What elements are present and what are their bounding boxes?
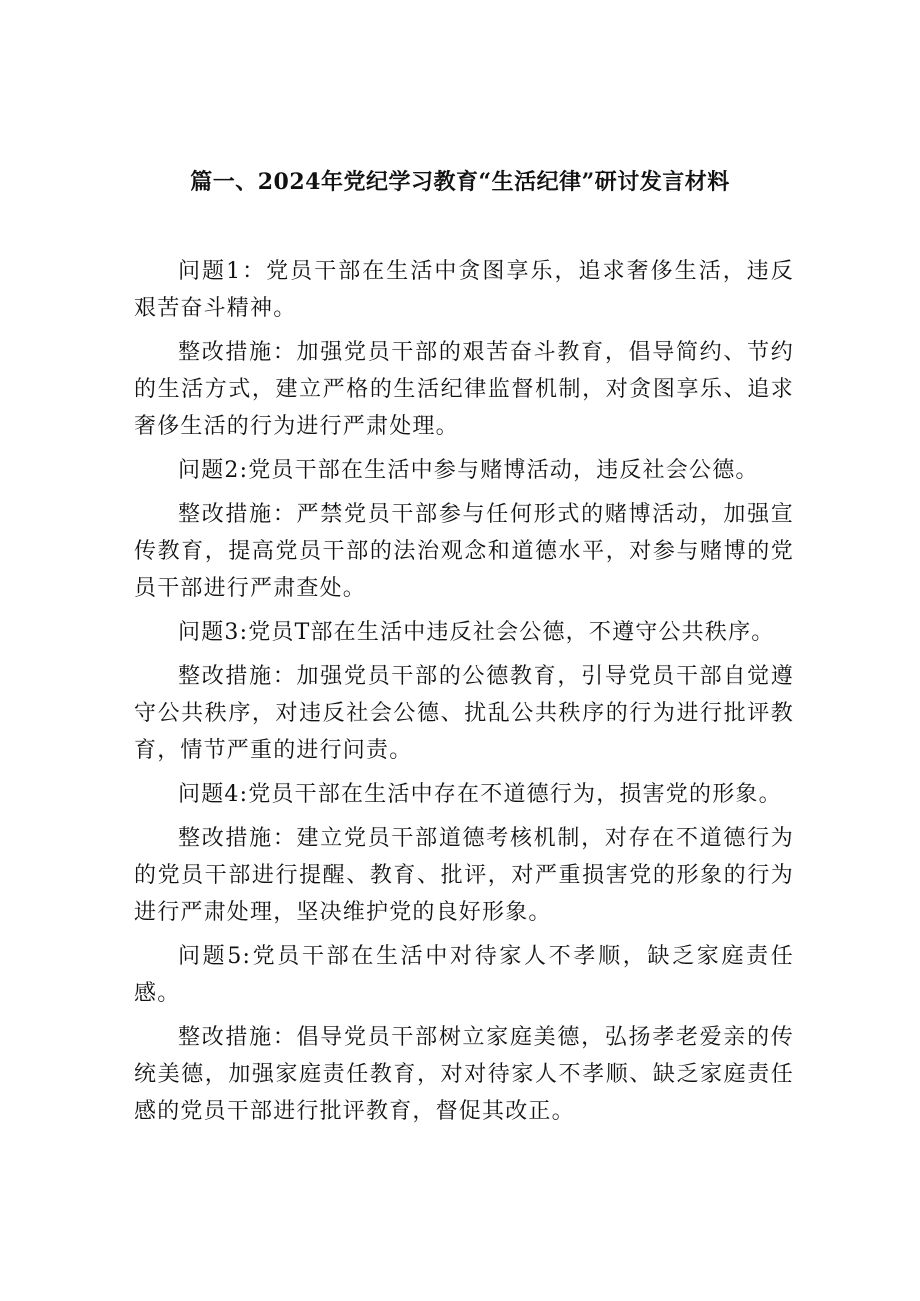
paragraph-measure-5: 整改措施：倡导党员干部树立家庭美德，弘扬孝老爱亲的传统美德，加强家庭责任教育，对对待家人不孝顺、缺乏家庭责任感的党员干部进行批评教育，督促其改正。 [134,1025,794,1124]
paragraph-measure-3: 整改措施：加强党员干部的公德教育，引导党员干部自觉遵守公共秩序，对违反社会公德、扰乱公共秩序的行为进行批评教育，情节严重的进行问责。 [134,664,794,763]
paragraph-measure-1: 整改措施：加强党员干部的艰苦奋斗教育，倡导简约、节约的生活方式，建立严格的生活纪律监督机制，对贪图享乐、追求奢侈生活的行为进行严肃处理。 [134,340,794,439]
paragraph-problem-3: 问题3:党员T部在生活中违反社会公德，不遵守公共秩序。 [178,620,775,645]
paragraph-problem-4: 问题4:党员干部在生活中存在不道德行为，损害党的形象。 [178,782,782,807]
paragraph-problem-2: 问题2:党员干部在生活中参与赌博活动，违反社会公德。 [178,458,759,483]
paragraph-problem-5: 问题5:党员干部在生活中对待家人不孝顺，缺乏家庭责任感。 [134,944,794,1006]
paragraph-measure-4: 整改措施：建立党员干部道德考核机制，对存在不道德行为的党员干部进行提醒、教育、批评，对严重损害党的形象的行为进行严肃处理，坚决维护党的良好形象。 [134,826,794,925]
document-title: 篇一、2024年党纪学习教育“生活纪律”研讨发言材料 [190,168,730,195]
paragraph-measure-2: 整改措施：严禁党员干部参与任何形式的赌博活动，加强宣传教育，提高党员干部的法治观念和道德水平，对参与赌博的党员干部进行严肃查处。 [134,502,794,601]
paragraph-problem-1: 问题1：党员干部在生活中贪图享乐，追求奢侈生活，违反艰苦奋斗精神。 [134,259,794,321]
document-body [134,253,794,1137]
